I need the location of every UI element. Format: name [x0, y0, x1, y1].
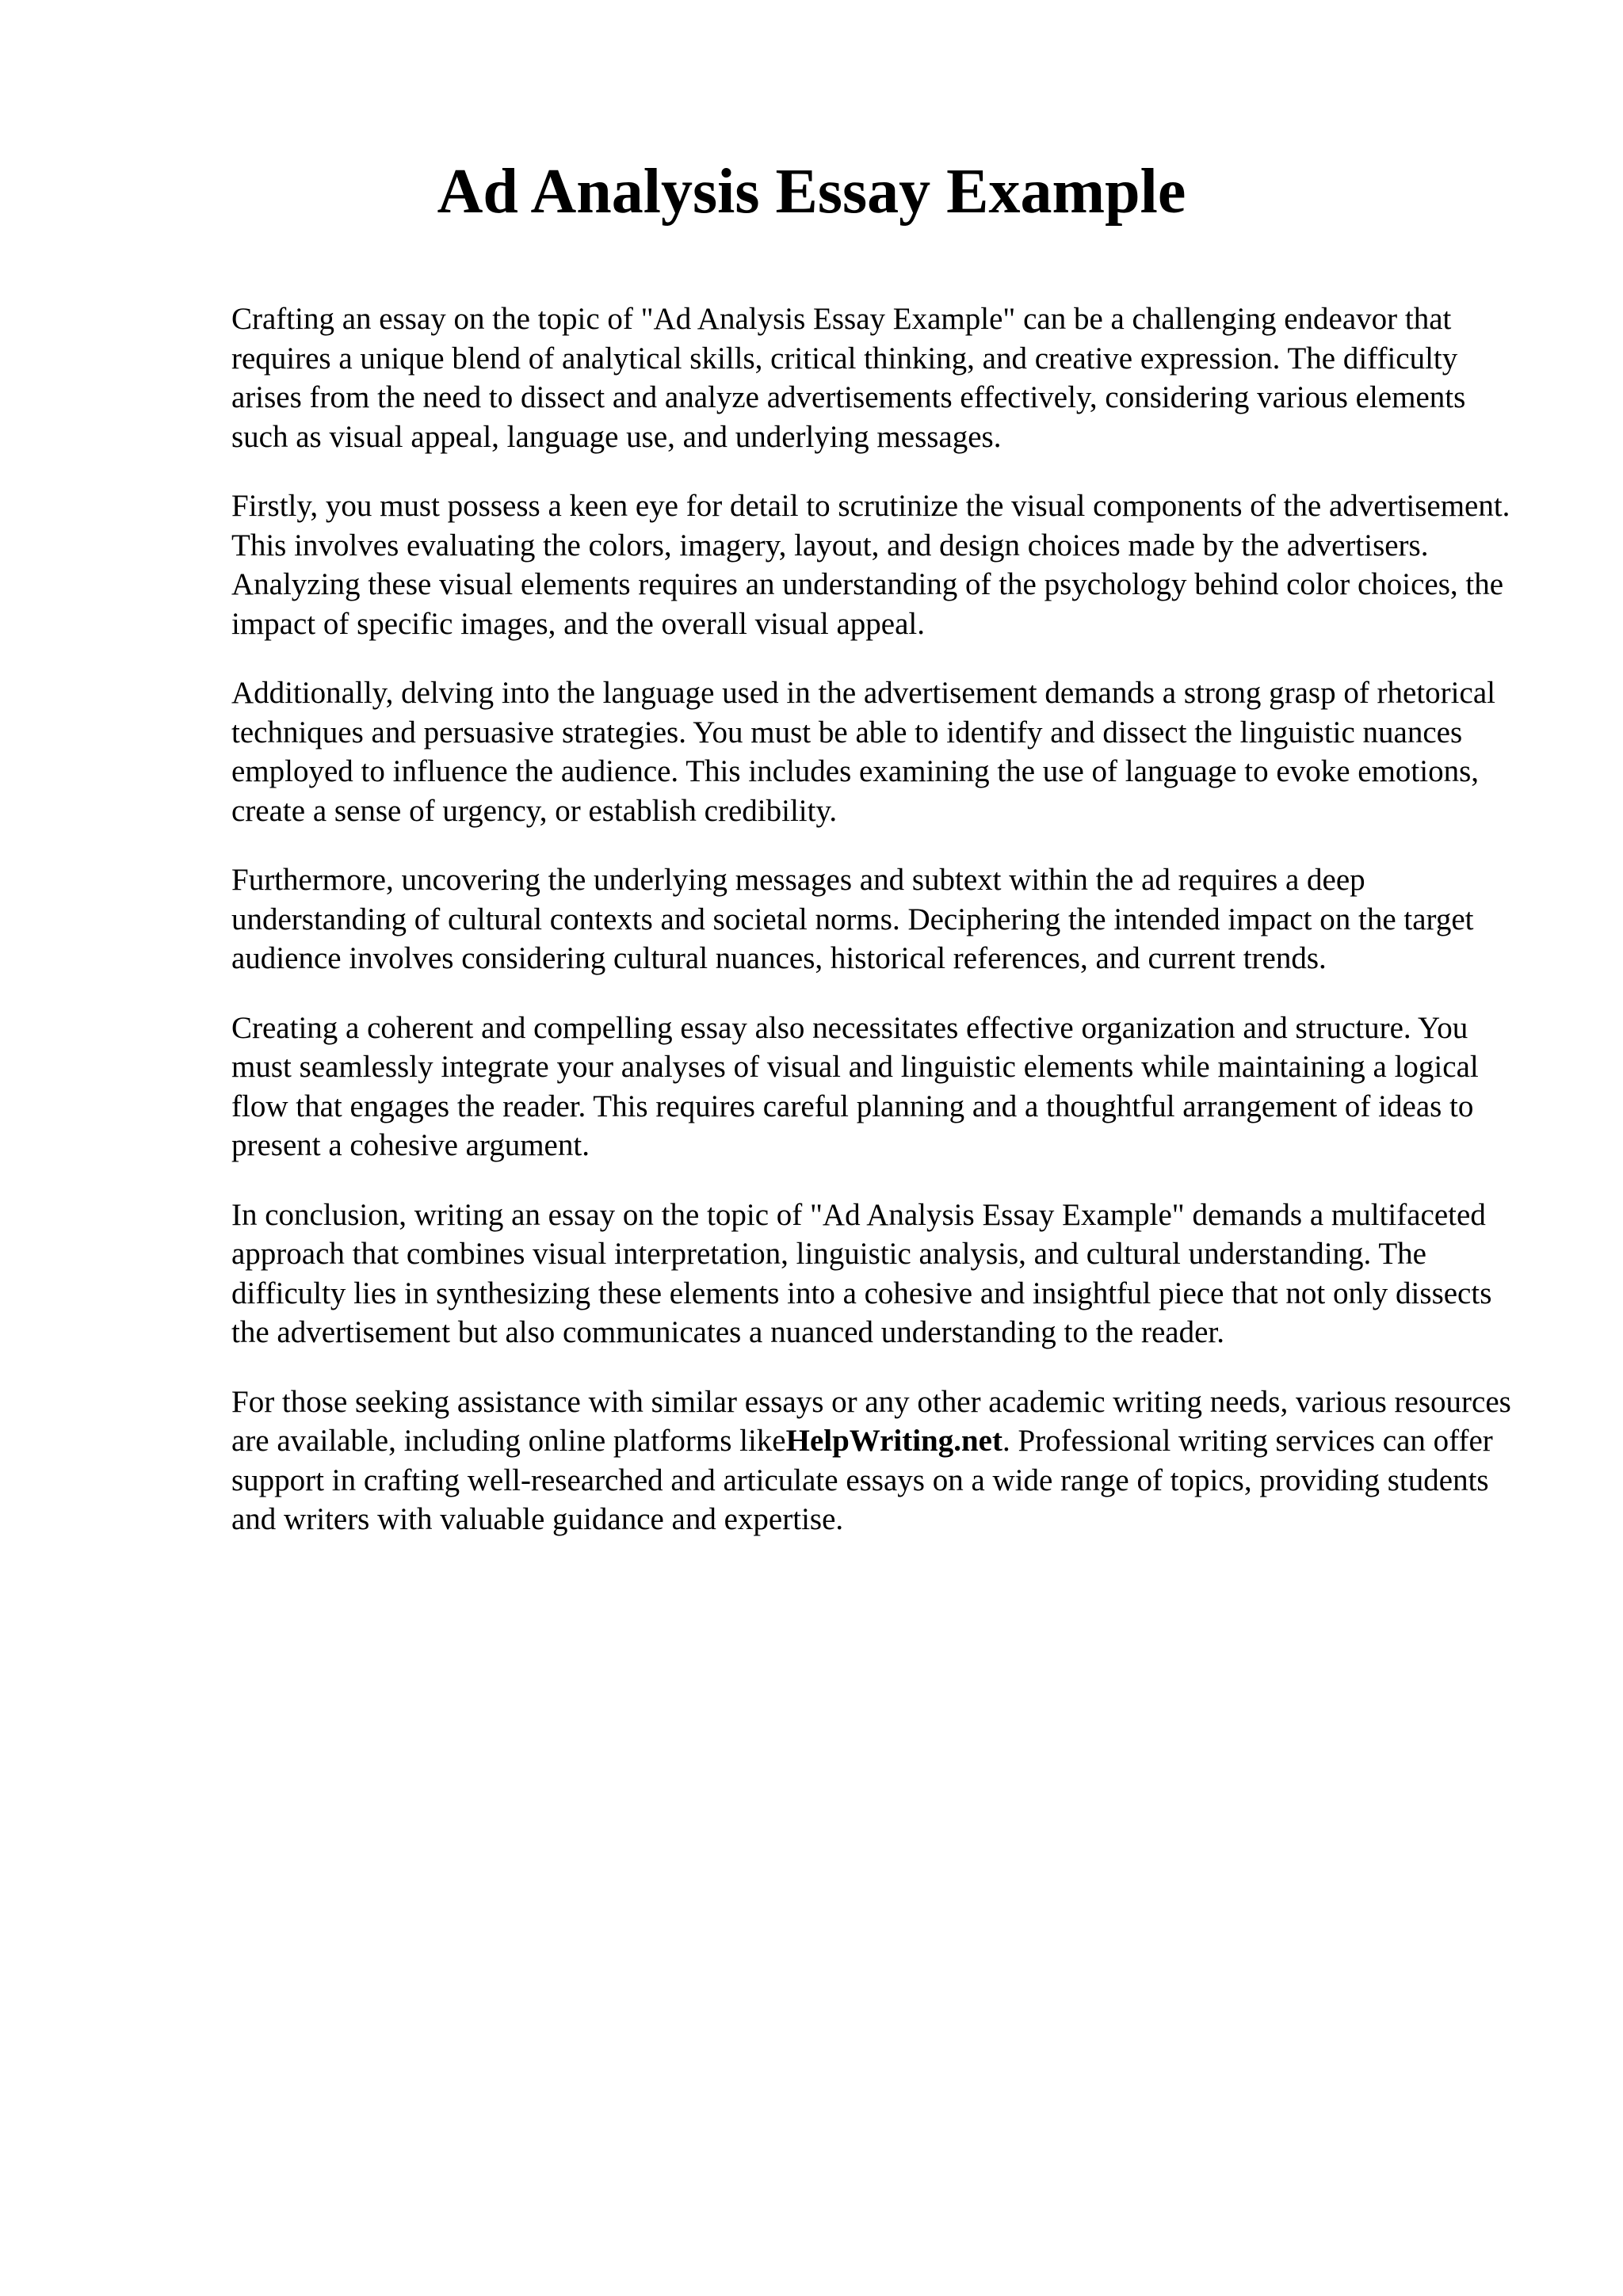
- helpwriting-link[interactable]: HelpWriting.net: [785, 1424, 1002, 1458]
- paragraph-structure: Creating a coherent and compelling essay also necessitates effective organization and structure. You must seamlessly integrate your analyses of visual and linguistic elements while maintaining a logical flow that engages the reader. This requires careful planning and a thoughtful arrangement of ideas to present a cohesive argument.: [231, 1010, 1479, 1162]
- resources-text-after: . Professional writing services can offer support in crafting well-researched and articulate essays on a wide range of topics, providing students and writers with valuable guidance and expertise.: [231, 1424, 1493, 1536]
- paragraph-resources: [231, 1383, 1515, 1539]
- paragraph-intro: Crafting an essay on the topic of "Ad Analysis Essay Example" can be a challenging endeavor that requires a unique blend of analytical skills, critical thinking, and creative expression. The difficulty arises from the need to dissect and analyze advertisements effectively, considering various elements such as visual appeal, language use, and underlying messages.: [231, 302, 1466, 454]
- resources-text-before: For those seeking assistance with similar essays or any other academic writing needs, various resources are available, including online platforms like: [231, 1384, 1511, 1458]
- paragraph-conclusion: In conclusion, writing an essay on the topic of "Ad Analysis Essay Example" demands a multifaceted approach that combines visual interpretation, linguistic analysis, and cultural understanding. The difficulty lies in synthesizing these elements into a cohesive and insightful piece that not only dissects the advertisement but also communicates a nuanced understanding to the reader.: [231, 1197, 1492, 1349]
- paragraph-subtext: Furthermore, uncovering the underlying messages and subtext within the ad requires a deep understanding of cultural contexts and societal norms. Deciphering the intended impact on the target audience involves considering cultural nuances, historical references, and current trends.: [231, 863, 1474, 975]
- paragraph-visual: Firstly, you must possess a keen eye for detail to scrutinize the visual components of the advertisement. This involves evaluating the colors, imagery, layout, and design choices made by the advertisers. Analyzing these visual elements requires an understanding of the psychology behind color choices, the impact of specific images, and the overall visual appeal.: [231, 489, 1510, 641]
- essay-body: [231, 299, 1515, 1569]
- page-title: Ad Analysis Essay Example: [437, 157, 1186, 227]
- paragraph-language: Additionally, delving into the language used in the advertisement demands a strong grasp of rhetorical techniques and persuasive strategies. You must be able to identify and dissect the linguistic nuances employed to influence the audience. This includes examining the use of language to evoke emotions, create a sense of urgency, or establish credibility.: [231, 676, 1495, 828]
